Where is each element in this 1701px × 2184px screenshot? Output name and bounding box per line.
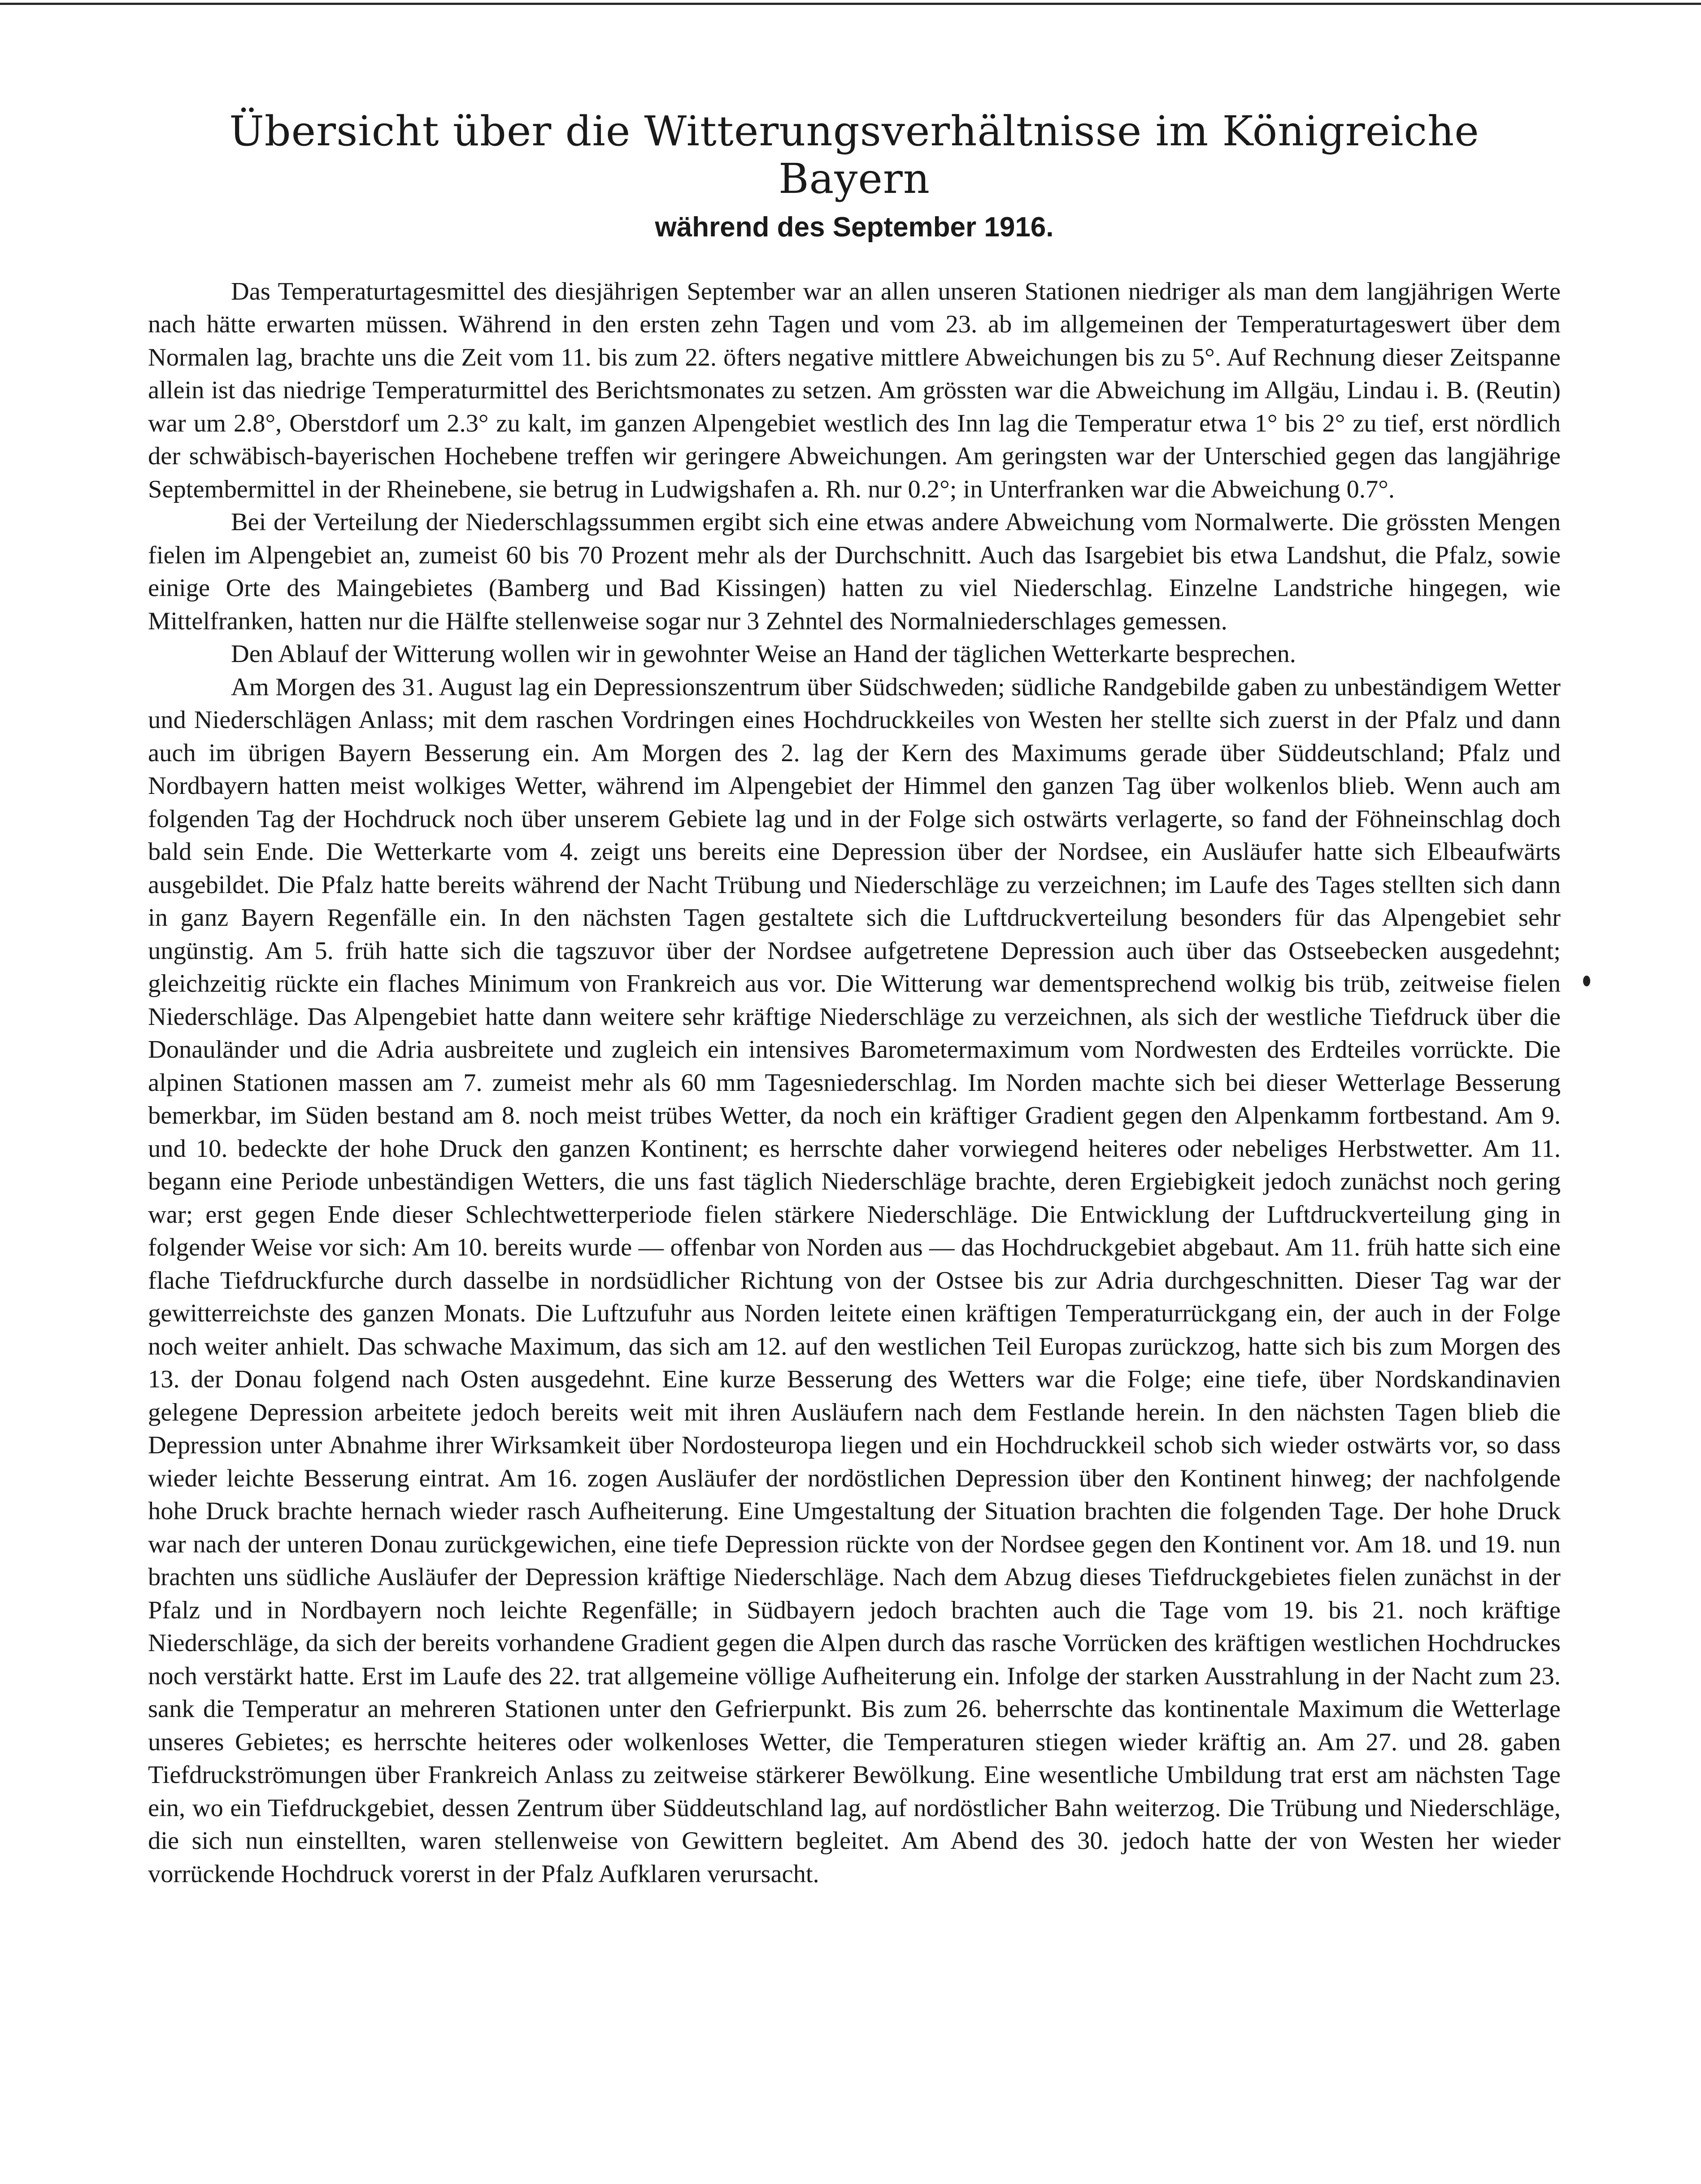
margin-ink-mark — [1583, 976, 1590, 986]
paragraph-intro-weather: Den Ablauf der Witterung wollen wir in gewohnter Weise an Hand der täglichen Wetterkarte besprechen. — [231, 640, 1296, 668]
paragraph-precipitation: Bei der Verteilung der Niederschlagssummen ergibt sich eine etwas andere Abweichung vom Normalwerte. Die grössten Mengen fielen im Alpengebiet an, zumeist 60 bis 70 Prozent mehr als der Durchschnitt. Auch das Isargebiet bis etwa Landshut, die Pfalz, sowie einige Orte des Maingebietes (Bamberg und Bad Kissingen) hatten zu viel Niederschlag. Einzelne Landstriche hingegen, wie Mittelfranken, hatten nur die Hälfte stellenweise sogar nur 3 Zehntel des Normalniederschlages gemessen. — [148, 508, 1561, 635]
paragraph-weather-course: Am Morgen des 31. August lag ein Depressionszentrum über Südschweden; südliche Randgebilde gaben zu unbeständigem Wetter und Niederschlägen Anlass; mit dem raschen Vordringen eines Hochdruckkeiles von Westen her stellte sich zuerst in der Pfalz und dann auch im übrigen Bayern Besserung ein. Am Morgen des 2. lag der Kern des Maximums gerade über Süddeutschland; Pfalz und Nordbayern hatten meist wolkiges Wetter, während im Alpengebiet der Himmel den ganzen Tag über wolkenlos blieb. Wenn auch am folgenden Tag der Hochdruck noch über unserem Gebiete lag und in der Folge sich ostwärts verlagerte, so fand der Föhneinschlag doch bald sein Ende. Die Wetterkarte vom 4. zeigt uns bereits eine Depression über der Nordsee, ein Ausläufer hatte sich Elbeaufwärts ausgebildet. Die Pfalz hatte bereits während der Nacht Trübung und Niederschläge zu verzeichnen; im Laufe des Tages stellten sich dann in ganz Bayern Regenfälle ein. In den nächsten Tagen gestaltete sich die Luftdruckverteilung besonders für das Alpengebiet sehr ungünstig. Am 5. früh hatte sich die tagszuvor über der Nordsee aufgetretene Depression auch über das Ostseebecken ausgedehnt; gleichzeitig rückte ein flaches Minimum von Frankreich aus vor. Die Witterung war dementsprechend wolkig bis trüb, zeitweise fielen Niederschläge. Das Alpengebiet hatte dann weitere sehr kräftige Niederschläge zu verzeichnen, als sich der westliche Tiefdruck über die Donauländer und die Adria ausbreitete und zugleich ein intensives Barometermaximum vom Nordwesten des Erdteiles vorrückte. Die alpinen Stationen massen am 7. zumeist mehr als 60 mm Tagesniederschlag. Im Norden machte sich bei dieser Wetterlage Besserung bemerkbar, im Süden bestand am 8. noch meist trübes Wetter, da noch ein kräftiger Gradient gegen den Alpenkamm fortbestand. Am 9. und 10. bedeckte der hohe Druck den ganzen Kontinent; es herrschte daher vorwiegend heiteres oder nebeliges Herbstwetter. Am 11. begann eine Periode unbeständigen Wetters, die uns fast täglich Niederschläge brachte, deren Ergiebigkeit jedoch zunächst noch gering war; erst gegen Ende dieser Schlechtwetterperiode fielen stärkere Niederschläge. Die Entwicklung der Luftdruckverteilung ging in folgender Weise vor sich: Am 10. bereits wurde — offenbar von Norden aus — das Hochdruckgebiet abgebaut. Am 11. früh hatte sich eine flache Tiefdruckfurche durch dasselbe in nordsüdlicher Richtung von der Ostsee bis zur Adria durchgeschnitten. Dieser Tag war der gewitterreichste des ganzen Monats. Die Luftzufuhr aus Norden leitete einen kräftigen Temperaturrückgang ein, der auch in der Folge noch weiter anhielt. Das schwache Maximum, das sich am 12. auf den westlichen Teil Europas zurückzog, hatte sich bis zum Morgen des 13. der Donau folgend nach Osten ausgedehnt. Eine kurze Besserung des Wetters war die Folge; eine tiefe, über Nordskandinavien gelegene Depression arbeitete jedoch bereits weit mit ihren Ausläufern nach dem Festlande herein. In den nächsten Tagen blieb die Depression unter Abnahme ihrer Wirksamkeit über Nordosteuropa liegen und ein Hochdruckkeil schob sich wieder ostwärts vor, so dass wieder leichte Besserung eintrat. Am 16. zogen Ausläufer der nordöstlichen Depression über den Kontinent hinweg; der nachfolgende hohe Druck brachte hernach wieder rasch Aufheiterung. Eine Umgestaltung der Situation brachten die folgenden Tage. Der hohe Druck war nach der unteren Donau zurückgewichen, eine tiefe Depression rückte von der Nordsee gegen den Kontinent vor. Am 18. und 19. nun brachten uns südliche Ausläufer der Depression kräftige Niederschläge. Nach dem Abzug dieses Tiefdruckgebietes fielen zunächst in der Pfalz und in Nordbayern noch leichte Regenfälle; in Südbayern jedoch brachten auch die Tage vom 19. bis 21. noch kräftige Niederschläge, da sich der bereits vorhandene Gradient gegen die Alpen durch das rasche Vorrücken des kräftigen westlichen Hochdruckes noch verstärkt hatte. Erst im Laufe des 22. trat allgemeine völlige Aufheiterung ein. Infolge der starken Ausstrahlung in der Nacht zum 23. sank die Temperatur an mehreren Stationen unter den Gefrierpunkt. Bis zum 26. beherrschte das kontinentale Maximum die Wetterlage unseres Gebietes; es herrschte heiteres oder wolkenloses Wetter, die Temperaturen stiegen wieder kräftig an. Am 27. und 28. gaben Tiefdruckströmungen über Frankreich Anlass zu zeitweise stärkerer Bewölkung. Eine wesentliche Umbildung trat erst am nächsten Tage ein, wo ein Tiefdruckgebiet, dessen Zentrum über Süddeutschland lag, auf nordöstlicher Bahn weiterzog. Die Trübung und Niederschläge, die sich nun einstellten, waren stellenweise von Gewittern begleitet. Am Abend des 30. jedoch hatte der von Westen her wieder vorrückende Hochdruck vorerst in der Pfalz Aufklaren verursacht. — [148, 673, 1561, 1888]
document-page — [148, 108, 1561, 2153]
page-subtitle: während des September 1916. — [655, 211, 1054, 243]
top-border-rule — [0, 3, 1701, 5]
document-body — [148, 275, 1561, 1891]
page-title: Übersicht über die Witterungsverhältnisse im Königreiche Bayern — [229, 107, 1479, 203]
paragraph-temperature: Das Temperaturtagesmittel des diesjährigen September war an allen unseren Stationen niedriger als man dem langjährigen Werte nach hätte erwarten müssen. Während in den ersten zehn Tagen und vom 23. ab im allgemeinen der Temperaturtageswert über dem Normalen lag, brachte uns die Zeit vom 11. bis zum 22. öfters negative mittlere Abweichungen bis zu 5°. Auf Rechnung dieser Zeitspanne allein ist das niedrige Temperaturmittel des Berichtsmonates zu setzen. Am grössten war die Abweichung im Allgäu, Lindau i. B. (Reutin) war um 2.8°, Oberstdorf um 2.3° zu kalt, im ganzen Alpengebiet westlich des Inn lag die Temperatur etwa 1° bis 2° zu tief, erst nördlich der schwäbisch-bayerischen Hochebene treffen wir geringere Abweichungen. Am geringsten war der Unterschied gegen das langjährige Septembermittel in der Rheinebene, sie betrug in Ludwigshafen a. Rh. nur 0.2°; in Unterfranken war die Abweichung 0.7°. — [148, 277, 1561, 503]
